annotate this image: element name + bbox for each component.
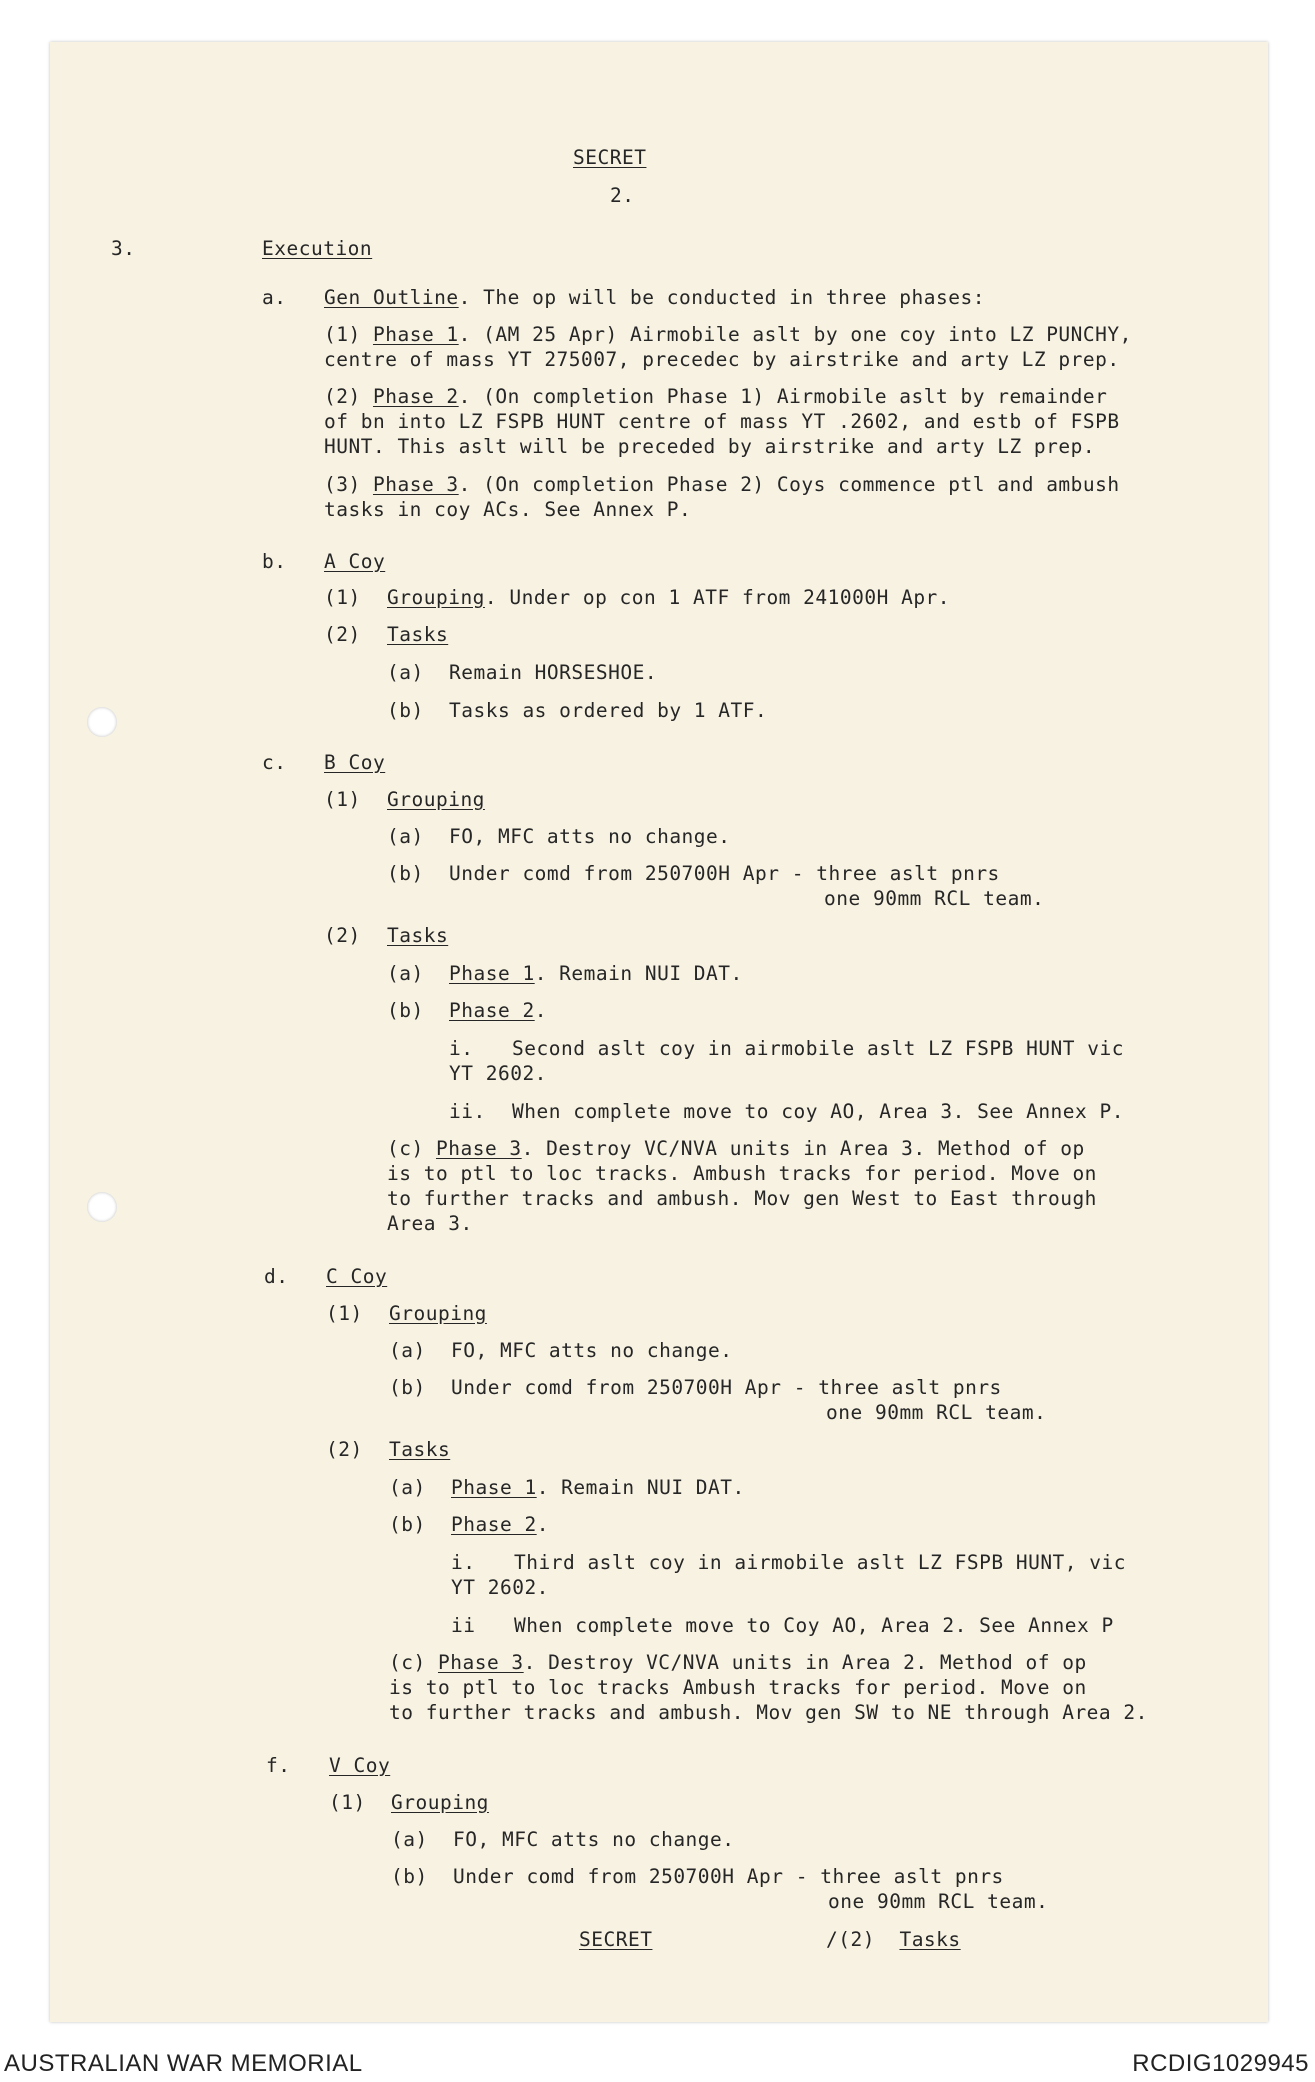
tasks-heading: Tasks: [387, 924, 449, 947]
sub-item-number: (a): [389, 1339, 426, 1362]
b-coy-phase-2: [449, 998, 547, 1023]
grouping-text: Under comd from 250700H Apr - three aslt pnrs: [453, 1865, 1004, 1888]
phase-2-line: [324, 384, 1107, 409]
para-letter: f.: [266, 1754, 291, 1777]
phase-1-line-2: centre of mass YT 275007, precedec by airstrike and arty LZ prep.: [324, 348, 1120, 371]
c-coy-heading: C Coy: [326, 1265, 388, 1288]
continuation-prefix: /(2): [826, 1928, 875, 1951]
phase-text-line-3: to further tracks and ambush. Mov gen West to East through: [387, 1187, 1097, 1210]
roman-number: i.: [449, 1037, 474, 1060]
sub-item-number: (b): [387, 862, 424, 885]
phase-text-line-4: Area 3.: [387, 1212, 473, 1235]
b-coy-phase-1: [449, 961, 743, 986]
phase-3-line-2: tasks in coy ACs. See Annex P.: [324, 498, 692, 521]
sub-item-number: (b): [389, 1513, 426, 1536]
grouping-text-line-2: one 90mm RCL team.: [824, 887, 1045, 910]
phase-3-heading: Phase 3: [372, 473, 459, 496]
phase-1-text: . (AM 25 Apr) Airmobile aslt by one coy into LZ PUNCHY,: [458, 323, 1132, 346]
phase-2-line-3: HUNT. This aslt will be preceded by airstrike and arty LZ prep.: [324, 435, 1096, 458]
gen-outline-line: [324, 285, 985, 310]
sub-item-number: (a): [387, 962, 424, 985]
classification-header: SECRET: [573, 146, 647, 169]
b-coy-phase-3: [387, 1136, 1085, 1161]
item-number: (2): [324, 924, 361, 947]
sub-item-number: (c): [389, 1651, 426, 1674]
phase-heading: Phase 2: [449, 999, 535, 1022]
grouping-text: FO, MFC atts no change.: [449, 825, 731, 848]
item-number: (1): [324, 586, 361, 609]
para-letter: d.: [264, 1265, 289, 1288]
c-coy-phase-3: [389, 1650, 1087, 1675]
sub-item-number: (a): [387, 825, 424, 848]
phase-2-heading: Phase 2: [372, 385, 459, 408]
continuation-heading: Tasks: [899, 1928, 961, 1951]
sub-item-number: (a): [389, 1476, 426, 1499]
sub-item-number: (a): [391, 1828, 428, 1851]
item-number: (2): [324, 385, 361, 408]
phase-text: . Remain NUI DAT.: [536, 1476, 745, 1499]
archive-institution: AUSTRALIAN WAR MEMORIAL: [4, 2050, 363, 2077]
sub-item-number: (b): [387, 699, 424, 722]
phase-1-heading: Phase 1: [372, 323, 459, 346]
grouping-text: Under comd from 250700H Apr - three aslt pnrs: [451, 1376, 1002, 1399]
a-coy-heading: A Coy: [324, 550, 386, 573]
phase-3-line: [324, 472, 1120, 497]
roman-number: i.: [451, 1551, 476, 1574]
b-coy-heading: B Coy: [324, 751, 386, 774]
tasks-heading: Tasks: [387, 623, 449, 646]
a-coy-grouping: [387, 585, 950, 610]
para-letter: b.: [262, 550, 287, 573]
phase-text: . Remain NUI DAT.: [534, 962, 743, 985]
phase-text: . Destroy VC/NVA units in Area 3. Method of op: [521, 1137, 1085, 1160]
task-text: Remain HORSESHOE.: [449, 661, 658, 684]
c-coy-phase-1: [451, 1475, 745, 1500]
item-number: (1): [324, 323, 361, 346]
phase-text-line-3: to further tracks and ambush. Mov gen SW to NE through Area 2.: [389, 1701, 1148, 1724]
phase-2-line-2: of bn into LZ FSPB HUNT centre of mass YT .2602, and estb of FSPB: [324, 410, 1120, 433]
grouping-text-line-2: one 90mm RCL team.: [828, 1890, 1049, 1913]
task-text: When complete move to Coy AO, Area 2. See Annex P: [514, 1614, 1114, 1637]
grouping-heading: Grouping: [387, 586, 485, 609]
archive-reference: RCDIG1029945: [1132, 2050, 1309, 2077]
task-text: Second aslt coy in airmobile aslt LZ FSPB HUNT vic: [512, 1037, 1124, 1060]
grouping-text: . Under op con 1 ATF from 241000H Apr.: [484, 586, 951, 609]
phase-2-text: . (On completion Phase 1) Airmobile aslt by remainder: [458, 385, 1108, 408]
grouping-text: FO, MFC atts no change.: [451, 1339, 733, 1362]
sub-item-number: (b): [389, 1376, 426, 1399]
phase-heading: Phase 1: [451, 1476, 537, 1499]
item-number: (1): [326, 1302, 363, 1325]
phase-heading: Phase 1: [449, 962, 535, 985]
phase-suffix: .: [534, 999, 547, 1022]
tasks-heading: Tasks: [389, 1438, 451, 1461]
phase-3-text: . (On completion Phase 2) Coys commence ptl and ambush: [458, 473, 1120, 496]
roman-number: ii: [451, 1614, 476, 1637]
grouping-text-line-2: one 90mm RCL team.: [826, 1401, 1047, 1424]
task-text-line-2: YT 2602.: [451, 1576, 549, 1599]
phase-text-line-2: is to ptl to loc tracks. Ambush tracks for period. Move on: [387, 1162, 1097, 1185]
task-text: When complete move to coy AO, Area 3. See Annex P.: [512, 1100, 1124, 1123]
section-title: Execution: [262, 237, 373, 260]
gen-outline-text: . The op will be conducted in three phases:: [458, 286, 985, 309]
sub-item-number: (a): [387, 661, 424, 684]
task-text: Third aslt coy in airmobile aslt LZ FSPB HUNT, vic: [514, 1551, 1126, 1574]
grouping-heading: Grouping: [389, 1302, 487, 1325]
phase-heading: Phase 3: [437, 1651, 524, 1674]
para-letter: a.: [262, 286, 287, 309]
section-number: 3.: [111, 237, 136, 260]
punch-hole: [87, 707, 117, 737]
task-text: Tasks as ordered by 1 ATF.: [449, 699, 768, 722]
para-letter: c.: [262, 751, 287, 774]
item-number: (2): [326, 1438, 363, 1461]
grouping-heading: Grouping: [387, 788, 485, 811]
phase-text-line-2: is to ptl to loc tracks Ambush tracks for period. Move on: [389, 1676, 1087, 1699]
v-coy-heading: V Coy: [329, 1754, 391, 1777]
item-number: (1): [324, 788, 361, 811]
task-text-line-2: YT 2602.: [449, 1062, 547, 1085]
phase-suffix: .: [536, 1513, 549, 1536]
grouping-heading: Grouping: [391, 1791, 489, 1814]
phase-heading: Phase 2: [451, 1513, 537, 1536]
phase-1-line: [324, 322, 1132, 347]
page-number: 2.: [610, 184, 635, 207]
sub-item-number: (b): [391, 1865, 428, 1888]
grouping-text: Under comd from 250700H Apr - three aslt pnrs: [449, 862, 1000, 885]
classification-footer: SECRET: [579, 1928, 653, 1951]
continuation-note: [826, 1927, 961, 1952]
sub-item-number: (b): [387, 999, 424, 1022]
grouping-text: FO, MFC atts no change.: [453, 1828, 735, 1851]
punch-hole: [87, 1192, 117, 1222]
c-coy-phase-2: [451, 1512, 549, 1537]
gen-outline-heading: Gen Outline: [324, 286, 459, 309]
item-number: (2): [324, 623, 361, 646]
item-number: (3): [324, 473, 361, 496]
phase-text: . Destroy VC/NVA units in Area 2. Method of op: [523, 1651, 1087, 1674]
sub-item-number: (c): [387, 1137, 424, 1160]
phase-heading: Phase 3: [435, 1137, 522, 1160]
roman-number: ii.: [449, 1100, 486, 1123]
item-number: (1): [329, 1791, 366, 1814]
